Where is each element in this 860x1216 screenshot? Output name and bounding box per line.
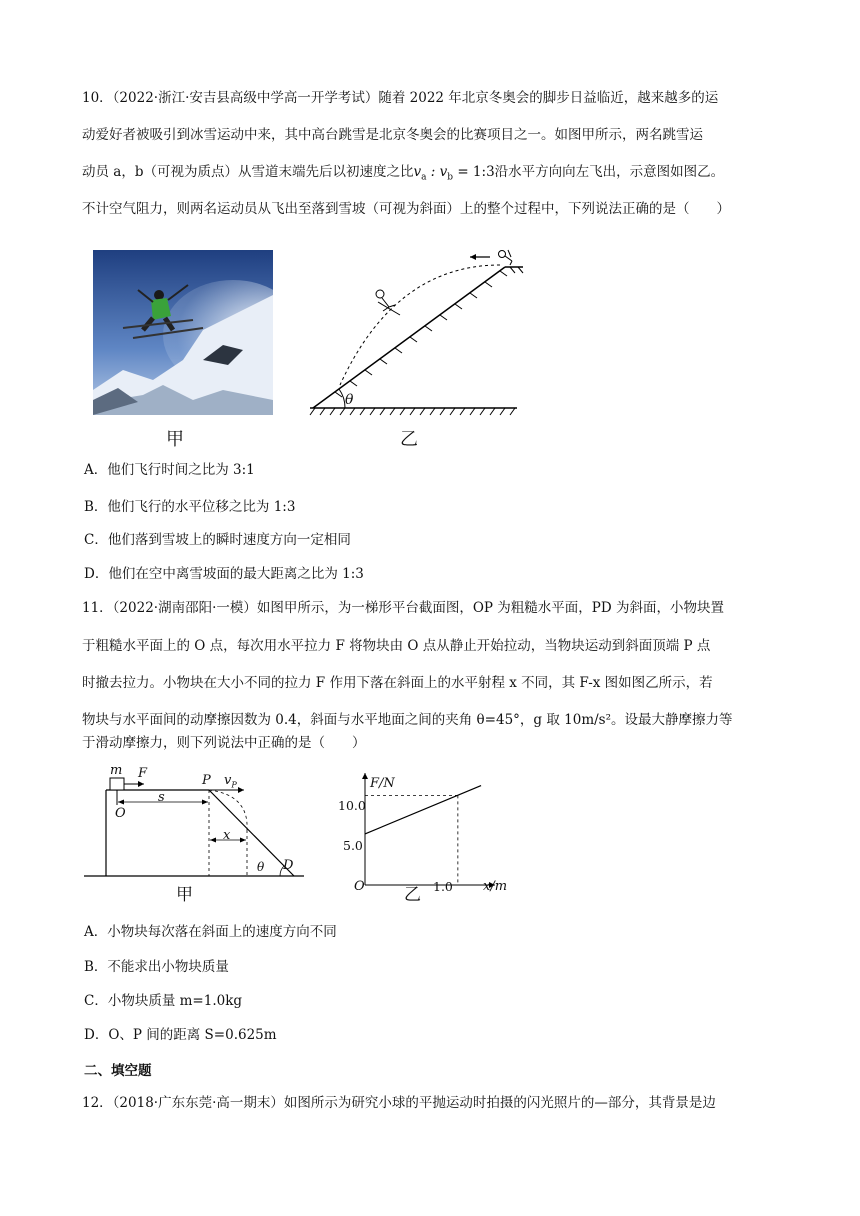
y-axis-arrow	[362, 773, 368, 779]
q10-option-a[interactable]: A．他们飞行时间之比为 3:1	[84, 462, 255, 478]
velocity-sub-a: a	[421, 172, 427, 183]
q12-line-1: 12．（2018·广东东莞·高一期末）如图所示为研究小球的平抛运动时拍摄的闪光照片的—部分，其背景是边	[82, 1095, 716, 1111]
chart-ytick-10: 10.0	[338, 798, 366, 813]
chart-origin: O	[354, 879, 365, 894]
label-F: F	[138, 766, 148, 781]
chart-xlabel: x/m	[483, 879, 508, 894]
label-vP	[224, 773, 237, 790]
q11-line-2: 于粗糙水平面上的 O 点，每次用水平拉力 F 将物块由 O 点从静止开始拉动，当物块运动到斜面顶端 P 点	[82, 638, 711, 654]
fx-data-line	[365, 786, 481, 834]
q11-option-a[interactable]: A．小物块每次落在斜面上的速度方向不同	[84, 924, 337, 940]
figure-yi-caption: 乙	[400, 429, 418, 450]
q10-option-d[interactable]: D．他们在空中离雪坡面的最大距离之比为 1:3	[84, 566, 364, 582]
q11-line-3: 时撤去拉力。小物块在大小不同的拉力 F 作用下落在斜面上的水平射程 x 不同，其 F-x 图如图乙所示，若	[82, 675, 713, 691]
q10-line-2: 动爱好者被吸引到冰雪运动中来，其中高台跳雪是北京冬奥会的比赛项目之一。如图甲所示，两名跳雪运	[82, 127, 703, 143]
label-x: x	[223, 828, 231, 843]
q11-line-1: 11．（2022·湖南邵阳·一模）如图甲所示，为一梯形平台截面图，OP 为粗糙水平面，PD 为斜面，小物块置	[82, 600, 725, 616]
q10-line-3	[82, 162, 782, 188]
velocity-sub-b: b	[447, 172, 454, 183]
chart-xtick-1: 1.0	[433, 879, 453, 894]
q10-option-b[interactable]: B．他们飞行的水平位移之比为 1:3	[84, 499, 296, 515]
slope-theta-label: θ	[345, 392, 354, 408]
platform-caption: 甲	[176, 885, 193, 905]
velocity-ratio-colon: : v	[426, 164, 448, 180]
chart-ytick-5: 5.0	[343, 838, 363, 853]
q11-line-5: 于滑动摩擦力，则下列说法中正确的是（ ）	[82, 735, 366, 751]
slope-diagram	[305, 245, 530, 420]
section-title: 二、填空题	[84, 1063, 152, 1079]
skier-photo	[93, 250, 273, 415]
label-O: O	[115, 806, 126, 821]
chart-caption: 乙	[404, 885, 421, 905]
platform-diagram	[84, 760, 314, 910]
label-D: D	[283, 858, 294, 873]
q11-line-4: 物块与水平面间的动摩擦因数为 0.4，斜面与水平地面之间的夹角 θ=45°，g 取 10m/s²。设最大静摩擦力等	[82, 712, 733, 728]
chart-ylabel: F/N	[370, 776, 395, 791]
label-s: s	[158, 790, 165, 805]
q10-line-3-a: 动员 a，b（可视为质点）从雪道末端先后以初速度之比	[82, 164, 414, 180]
label-P: P	[202, 773, 211, 788]
velocity-ratio-eq: = 1:3	[453, 164, 495, 180]
q10-line-1: 10．（2022·浙江·安吉县高级中学高一开学考试）随着 2022 年北京冬奥会的脚步日益临近，越来越多的运	[82, 90, 719, 106]
q11-option-b[interactable]: B．不能求出小物块质量	[84, 959, 229, 975]
q11-option-c[interactable]: C．小物块质量 m=1.0kg	[84, 993, 243, 1009]
q11-option-d[interactable]: D．O、P 间的距离 S=0.625m	[84, 1027, 277, 1043]
q10-option-c[interactable]: C．他们落到雪坡上的瞬时速度方向一定相同	[84, 532, 351, 548]
label-vP-v: v	[224, 773, 232, 788]
q10-line-4: 不计空气阻力，则两名运动员从飞出至落到雪坡（可视为斜面）上的整个过程中，下列说法正确的是（ ）	[82, 201, 730, 217]
label-vP-sub: P	[231, 780, 237, 790]
velocity-ratio-v: v	[413, 164, 422, 180]
label-theta: θ	[257, 860, 265, 874]
figure-jia-caption: 甲	[166, 429, 184, 450]
label-m: m	[110, 763, 123, 778]
q10-line-3-b: 沿水平方向向左飞出，示意图如图乙。	[494, 164, 725, 180]
